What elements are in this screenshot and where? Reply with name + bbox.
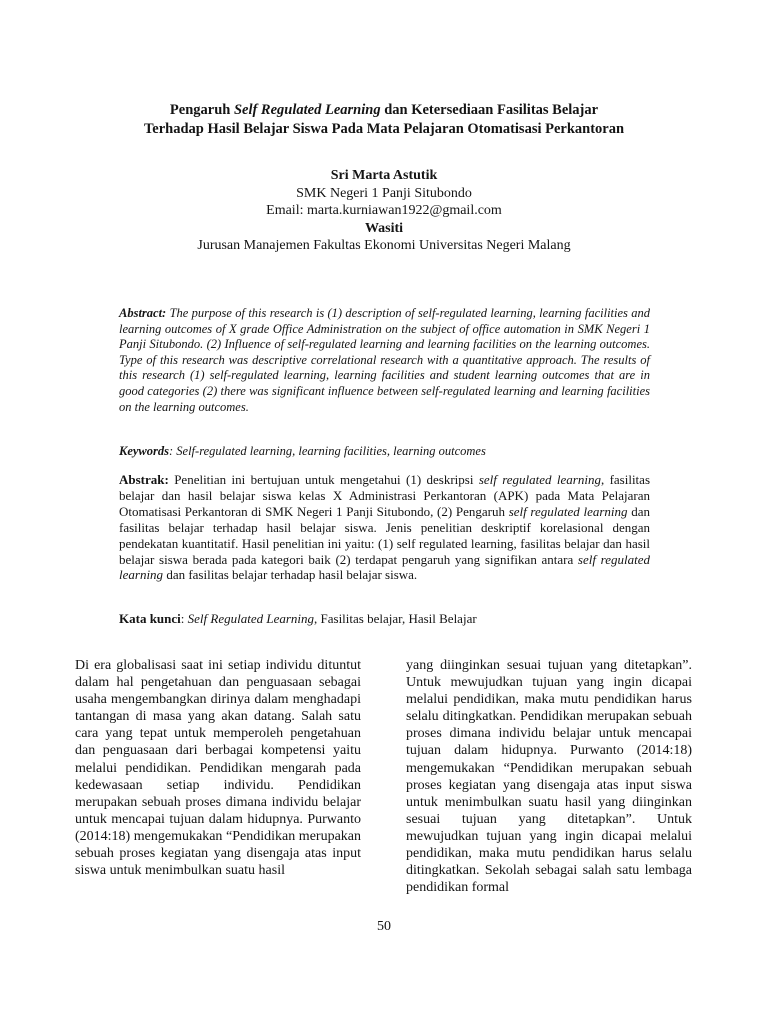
abstrak-italic-2: self regulated learning	[508, 503, 628, 519]
title-part2: dan Ketersediaan Fasilitas Belajar	[380, 102, 599, 118]
title-part1: Pengaruh	[169, 102, 234, 118]
abstrak-text-1: Penelitian ini bertujuan untuk mengetahui (1) deskripsi	[168, 472, 479, 487]
author2-name: Wasiti	[364, 220, 404, 236]
title-line2: Terhadap Hasil Belajar Siswa Pada Mata Pelajaran Otomatisasi Perkantoran	[143, 121, 625, 137]
paper-title	[60, 101, 708, 139]
keywords	[119, 444, 650, 460]
kata-kunci-label: Kata kunci	[119, 611, 181, 626]
kata-kunci-italic: Self Regulated Learning	[187, 611, 315, 626]
abstrak-text-3: dan fasilitas belajar terhadap hasil belajar siswa. Jenis penelitian deskriptif korelasional dengan pendekatan kuantitatif. Hasil penelitian ini yaitu: (1) self regulated learning, fasilitas belajar dan hasil belajar siswa berada pada kategori baik (2) terdapat pengaruh yang signifikan antara	[119, 503, 650, 567]
title-italic: Self Regulated Learning	[233, 102, 381, 118]
kata-kunci-text-2: , Fasilitas belajar, Hasil Belajar	[314, 611, 477, 626]
author1-name: Sri Marta Astutik	[330, 168, 438, 183]
body-right-column: yang diinginkan sesuai tujuan yang ditetapkan”. Untuk mewujudkan tujuan yang ingin dicapai melalui pendidikan, maka mutu pendidikan harus selalu ditingkatkan. Pendidikan merupakan sebuah proses dimana individu belajar untuk mencapai tujuan dalam hidupnya. Purwanto (2014:18) mengemukakan “Pendidikan merupakan sebuah proses kegiatan yang disengaja atas input siswa untuk menimbulkan suatu hasil yang diinginkan sesuai tujuan yang ditetapkan”. Untuk mewujudkan tujuan yang ingin dicapai melalui pendidikan, maka mutu pendidikan harus selalu ditingkatkan. Sekolah sebagai salah satu lembaga pendidikan formal	[406, 658, 692, 896]
abstract-english	[119, 306, 650, 415]
author2-affiliation: Jurusan Manajemen Fakultas Ekonomi Universitas Negeri Malang	[197, 238, 571, 253]
abstrak-italic-1: self regulated learning	[478, 472, 601, 487]
abstrak-italic-3: self regulated learning	[119, 551, 650, 583]
page-number: 50	[377, 919, 391, 934]
kata-kunci	[119, 611, 650, 627]
abstract-text: The purpose of this research is (1) description of self-regulated learning, learning facilities and learning outcomes of X grade Office Administration on the subject of office automation in SMK Negeri 1 Panji Situbondo. (2) Influence of self-regulated learning and learning facilities on the learning outcomes. Type of this research was descriptive correlational research with a quantitative approach. The results of this research (1) self-regulated learning, learning facilities and student learning outcomes that are in good categories (2) there was significant influence between self-regulated learning and learning facilities on the learning outcomes.	[119, 306, 650, 414]
abstract-label: Abstract:	[119, 306, 167, 320]
author-block	[60, 167, 708, 255]
abstrak-label: Abstrak:	[119, 472, 169, 487]
author1-email: Email: marta.kurniawan1922@gmail.com	[266, 203, 502, 218]
author1-affiliation: SMK Negeri 1 Panji Situbondo	[296, 185, 472, 201]
abstrak-text-4: dan fasilitas belajar terhadap hasil belajar siswa.	[163, 567, 418, 583]
keywords-text: : Self-regulated learning, learning facilities, learning outcomes	[169, 444, 486, 458]
keywords-label: Keywords	[119, 444, 169, 458]
body-left-column: Di era globalisasi saat ini setiap individu dituntut dalam hal pengetahuan dan penguasaan sebagai usaha mengembangkan dirinya dalam menghadapi tantangan di masa yang akan datang. Salah satu cara yang tepat untuk memperoleh pengetahuan dan penguasaan dari berbagai kompetensi yaitu melalui pendidikan. Pendidikan mengarah pada kedewasaan setiap individu. Pendidikan merupakan sebuah proses dimana individu belajar untuk mencapai tujuan dalam hidupnya. Purwanto (2014:18) mengemukakan “Pendidikan merupakan sebuah proses kegiatan yang disengaja atas input siswa untuk menimbulkan suatu hasil	[75, 658, 361, 879]
abstract-indonesian	[119, 472, 650, 583]
abstrak-text-2: , fasilitas belajar dan hasil belajar siswa kelas X Administrasi Perkantoran (APK) pada Mata Pelajaran Otomatisasi Perkantoran di SMK Negeri 1 Panji Situbondo, (2) Pengaruh	[119, 472, 651, 519]
kata-kunci-text-1: :	[180, 611, 188, 626]
